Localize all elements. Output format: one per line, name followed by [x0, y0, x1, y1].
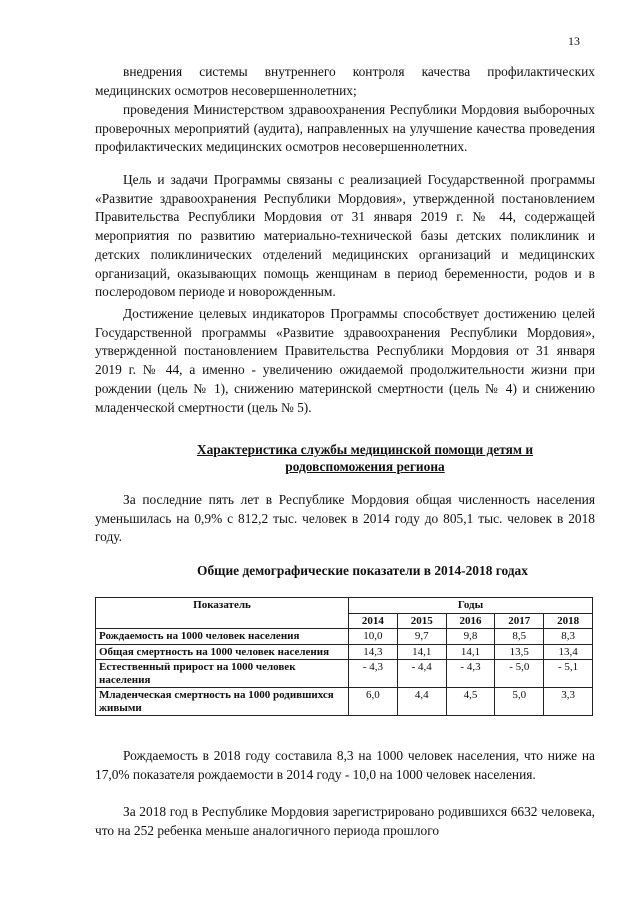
- header-year: 2017: [495, 613, 544, 629]
- paragraph-population: За последние пять лет в Республике Мордовия общая численность населения уменьшилась на 0,9% с 812,2 тыс. человек в 2014 году до 805,1 тыс. человек в 2018 году.: [95, 492, 595, 545]
- row-indicator: Младенческая смертность на 1000 родившихся живыми: [96, 688, 349, 716]
- row-indicator: Естественный прирост на 1000 человек населения: [96, 660, 349, 688]
- header-year: 2016: [446, 613, 495, 629]
- table-cell: 3,3: [544, 688, 593, 716]
- table-row: [96, 688, 593, 716]
- table-title: Общие демографические показатели в 2014-2018 годах: [197, 563, 528, 578]
- row-indicator: Общая смертность на 1000 человек населения: [96, 644, 349, 660]
- table-cell: 14,1: [446, 644, 495, 660]
- table-cell: 8,3: [544, 629, 593, 645]
- section-heading-line-2: родовспоможения региона: [285, 459, 445, 474]
- paragraph-indicators: Достижение целевых индикаторов Программы способствует достижению целей Государственной программы «Развитие здравоохранения Республики Мордовия», утвержденной постановлением Правительства Республики Мордовия от 31 января 2019 г. № 44, а именно - увеличению ожидаемой продолжительности жизни при рождении (цель № 1), снижению материнской смертности (цель № 4) и снижению младенческой смертности (цель № 5).: [95, 306, 595, 415]
- paragraph-audit: проведения Министерством здравоохранения Республики Мордовия выборочных проверочных мероприятий (аудита), направленных на улучшение качества проведения профилактических медицинских осмотров несовершеннолетних.: [95, 102, 595, 155]
- row-indicator: Рождаемость на 1000 человек населения: [96, 629, 349, 645]
- header-years: Годы: [349, 598, 593, 614]
- table-cell: - 5,1: [544, 660, 593, 688]
- section-heading-line-1: Характеристика службы медицинской помощи детям и: [196, 442, 534, 457]
- header-indicator: Показатель: [96, 598, 349, 629]
- paragraph-program-goals: Цель и задачи Программы связаны с реализацией Государственной программы «Развитие здравоохранения Республики Мордовия», утвержденной постановлением Правительства Республики Мордовия от 31 января 2019 г. № 44, содержащей мероприятия по развитию материально-технической базы детских поликлиник и детских поликлинических отделений медицинских организаций и медицинских организаций, оказывающих помощь женщинам в период беременности, родов и в послеродовом периоде и новорожденным.: [95, 172, 595, 300]
- table-cell: - 5,0: [495, 660, 544, 688]
- table-cell: - 4,3: [349, 660, 398, 688]
- table-cell: 8,5: [495, 629, 544, 645]
- header-year: 2014: [349, 613, 398, 629]
- table-cell: 14,3: [349, 644, 398, 660]
- demographics-table: [95, 597, 593, 716]
- table-row: [96, 644, 593, 660]
- table-header-row: [96, 598, 593, 614]
- paragraph-birth-rate: Рождаемость в 2018 году составила 8,3 на 1000 человек населения, что ниже на 17,0% показателя рождаемости в 2014 году - 10,0 на 1000 человек населения.: [95, 748, 595, 782]
- header-year: 2015: [397, 613, 446, 629]
- table-row: [96, 660, 593, 688]
- table-cell: 9,8: [446, 629, 495, 645]
- table-cell: 14,1: [397, 644, 446, 660]
- header-year: 2018: [544, 613, 593, 629]
- table-cell: 5,0: [495, 688, 544, 716]
- table-cell: 6,0: [349, 688, 398, 716]
- table-cell: 13,5: [495, 644, 544, 660]
- table-cell: 9,7: [397, 629, 446, 645]
- table-cell: 13,4: [544, 644, 593, 660]
- page-number: 13: [568, 34, 580, 48]
- paragraph-births-registered: За 2018 год в Республике Мордовия зарегистрировано родившихся 6632 человека, что на 252 ребенка меньше аналогичного периода прошлого: [95, 804, 595, 838]
- table-row: [96, 629, 593, 645]
- section-heading: [95, 441, 635, 475]
- table-cell: 4,4: [397, 688, 446, 716]
- table-cell: 4,5: [446, 688, 495, 716]
- table-cell: - 4,3: [446, 660, 495, 688]
- table-cell: 10,0: [349, 629, 398, 645]
- paragraph-internal-control: внедрения системы внутреннего контроля качества профилактических медицинских осмотров несовершеннолетних;: [95, 64, 595, 98]
- table-cell: - 4,4: [397, 660, 446, 688]
